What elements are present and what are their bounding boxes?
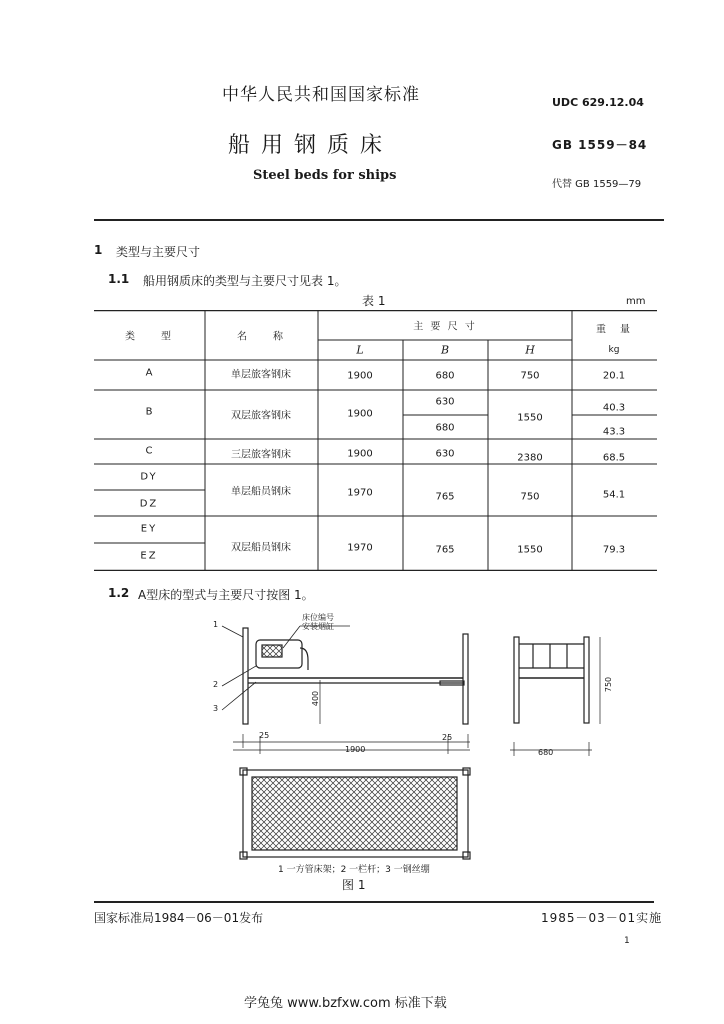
row-a-weight: 20.1 xyxy=(602,370,626,382)
side-dimensions xyxy=(233,680,470,754)
dimensions-table xyxy=(94,310,657,571)
col-header-weight-unit: kg xyxy=(608,345,620,355)
issuing-body: 中华人民共和国国家标准 xyxy=(222,85,420,105)
dim-25-right: 25 xyxy=(442,733,453,742)
side-elevation xyxy=(243,628,468,724)
end-dimensions xyxy=(510,637,600,756)
section-1-1-number: 1.1 xyxy=(108,272,130,286)
section-1-1-text: 船用钢质床的类型与主要尺寸见表 1。 xyxy=(143,274,347,288)
row-e-B: 765 xyxy=(435,544,455,556)
row-dz-type: DZ xyxy=(139,498,159,510)
number-plate xyxy=(262,645,282,657)
col-header-name: 名 称 xyxy=(237,331,285,343)
callout-3: 3 xyxy=(213,704,219,713)
figure-legend: 1 一方管床架；2 一栏杆；3 一钢丝绷 xyxy=(278,865,430,875)
callout-2: 2 xyxy=(213,680,219,689)
col-header-type: 类 型 xyxy=(125,331,173,343)
dim-400: 400 xyxy=(311,690,321,707)
title-en: Steel beds for ships xyxy=(253,168,397,183)
row-d-weight: 54.1 xyxy=(602,489,626,501)
table-caption: 表 1 xyxy=(362,294,386,308)
row-b-H: 1550 xyxy=(517,412,543,424)
udc-code: UDC 629.12.04 xyxy=(552,96,644,109)
col-header-L: L xyxy=(356,343,364,357)
dim-25-left: 25 xyxy=(259,731,270,740)
row-a-type: A xyxy=(145,367,153,379)
section-1-heading: 类型与主要尺寸 xyxy=(116,245,201,259)
col-header-H: H xyxy=(525,343,535,357)
foot-end-bar xyxy=(440,681,464,685)
section-1-number: 1 xyxy=(94,243,103,257)
row-b-B2: 680 xyxy=(435,422,455,434)
section-1-2-number: 1.2 xyxy=(108,586,130,600)
table-grid xyxy=(94,310,657,571)
end-left-post xyxy=(514,637,519,723)
row-b-type: B xyxy=(145,406,153,418)
row-ey-type: EY xyxy=(140,523,158,535)
row-ez-type: EZ xyxy=(140,550,158,562)
dim-750: 750 xyxy=(604,676,614,693)
row-d-B: 765 xyxy=(435,491,455,503)
callout-1: 1 xyxy=(213,620,219,629)
row-a-B: 680 xyxy=(435,370,455,382)
head-post xyxy=(243,628,248,724)
row-d-name: 单层船员钢床 xyxy=(231,486,291,498)
note-bed-number: 床位编号 xyxy=(302,613,334,622)
row-e-L: 1970 xyxy=(347,542,373,554)
footer-rule xyxy=(94,901,654,903)
row-e-name: 双层船员钢床 xyxy=(231,542,291,554)
row-c-B: 630 xyxy=(435,448,455,460)
row-c-H: 2380 xyxy=(517,452,543,464)
row-b-L: 1900 xyxy=(347,408,373,420)
dim-1900: 1900 xyxy=(345,745,366,754)
row-c-type: C xyxy=(145,445,153,457)
row-b-name: 双层旅客钢床 xyxy=(231,410,291,422)
col-header-dims: 主 要 尺 寸 xyxy=(413,321,477,333)
figure-caption: 图 1 xyxy=(342,878,366,892)
row-e-H: 1550 xyxy=(517,544,543,556)
row-d-L: 1970 xyxy=(347,487,373,499)
row-e-weight: 79.3 xyxy=(602,544,626,556)
effective-date: 1985－03－01实施 xyxy=(541,911,663,925)
row-a-H: 750 xyxy=(520,370,540,382)
row-c-L: 1900 xyxy=(347,448,373,460)
plan-view xyxy=(240,768,470,859)
standard-number: GB 1559－84 xyxy=(552,138,648,152)
row-c-weight: 68.5 xyxy=(602,452,626,464)
replaces-note: 代替 GB 1559—79 xyxy=(552,179,642,190)
guard-rail xyxy=(256,640,302,668)
row-b-B1: 630 xyxy=(435,396,455,408)
row-c-name: 三层旅客钢床 xyxy=(231,449,291,461)
foot-post xyxy=(463,634,468,724)
row-a-name: 单层旅客钢床 xyxy=(231,369,291,381)
col-header-weight: 重 量 xyxy=(596,324,632,336)
wire-mesh xyxy=(252,777,457,850)
section-1-2-text: A型床的型式与主要尺寸按图 1。 xyxy=(138,588,314,602)
row-a-L: 1900 xyxy=(347,370,373,382)
page-number: 1 xyxy=(624,936,630,946)
row-b-weight-1: 40.3 xyxy=(602,402,626,414)
plan-frame xyxy=(243,770,468,857)
issued-date: 国家标准局1984－06－01发布 xyxy=(94,911,264,925)
row-d-H: 750 xyxy=(520,491,540,503)
row-b-weight-2: 43.3 xyxy=(602,426,626,438)
watermark: 学兔兔 www.bzfxw.com 标准下载 xyxy=(244,996,447,1011)
end-elevation xyxy=(514,637,589,723)
note-ashtray: 安装烟缸 xyxy=(302,622,334,631)
dim-680: 680 xyxy=(538,748,554,757)
header-rule xyxy=(94,219,664,221)
rail-bend xyxy=(300,648,308,670)
end-right-post xyxy=(584,637,589,723)
table-unit: mm xyxy=(626,296,646,307)
title-cn: 船用钢质床 xyxy=(228,133,394,158)
col-header-B: B xyxy=(440,343,450,357)
row-dy-type: DY xyxy=(140,471,158,483)
